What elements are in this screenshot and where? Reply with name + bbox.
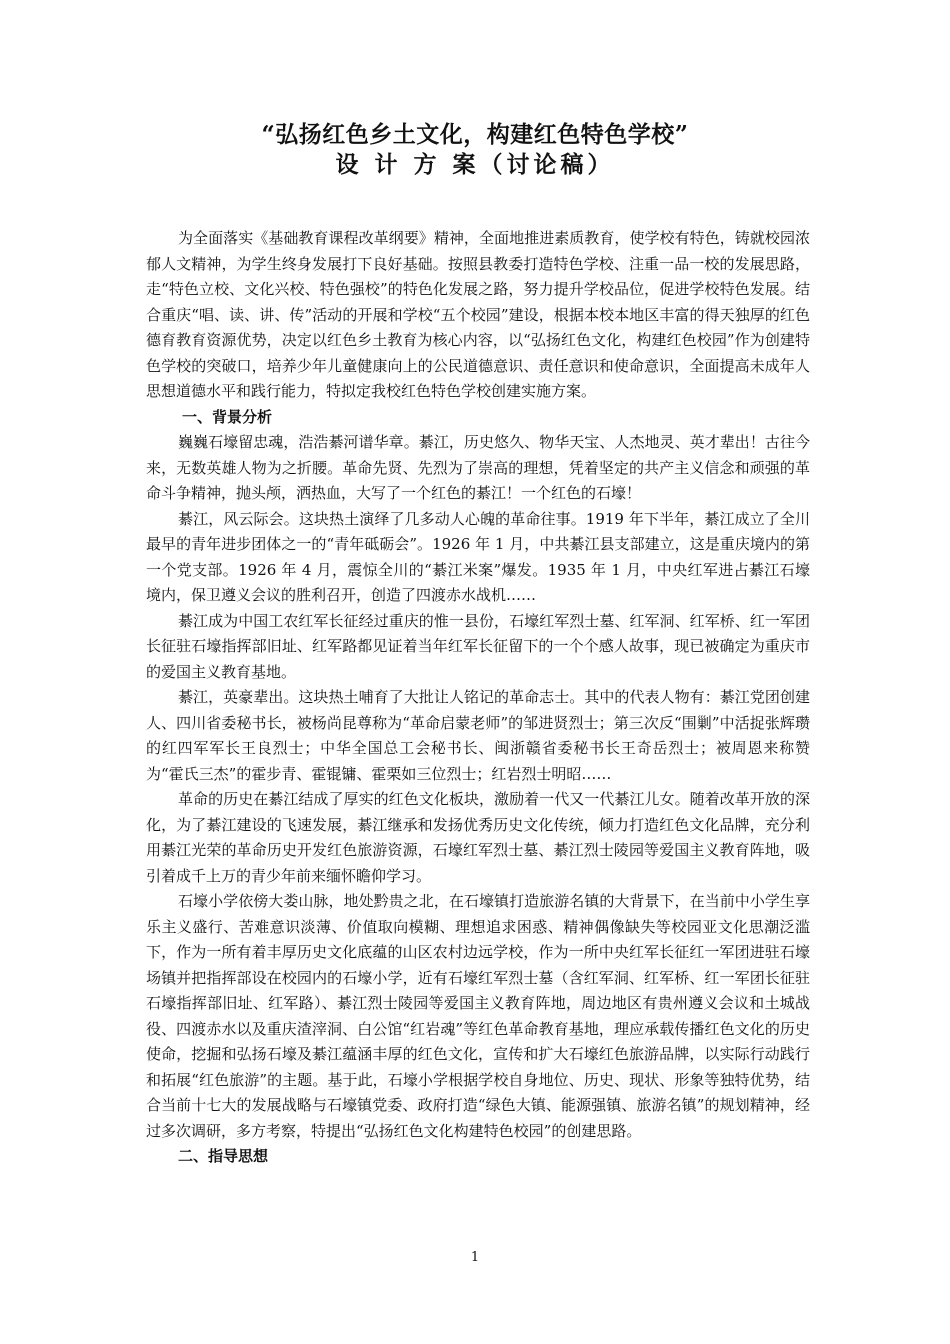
background-paragraph-5: 革命的历史在綦江结成了厚实的红色文化板块，激励着一代又一代綦江儿女。随着改革开放的深化，为了綦江建设的飞速发展，綦江继承和发扬优秀历史文化传统，倾力打造红色文化品牌，充分利用綦江光荣的革命历史开发红色旅游资源，石壕红军烈士墓、綦江烈士陵园等爱国主义教育阵地，吸引着成千上万的青少年前来缅怀瞻仰学习。 — [146, 790, 810, 885]
section-heading-background: 一、背景分析 — [182, 407, 273, 426]
title-subtitle: 设 计 方 案（讨论稿） — [335, 151, 615, 178]
document-title — [0, 120, 950, 180]
background-paragraph-1: 巍巍石壕留忠魂，浩浩綦河谱华章。綦江，历史悠久、物华天宝、人杰地灵、英才辈出！古往今来，无数英雄人物为之折腰。革命先贤、先烈为了崇高的理想，凭着坚定的共产主义信念和顽强的革命斗争精神，抛头颅，洒热血，大写了一个红色的綦江！一个红色的石壕！ — [146, 433, 810, 502]
background-paragraph-3: 綦江成为中国工农红军长征经过重庆的惟一县份，石壕红军烈士墓、红军洞、红军桥、红一军团长征驻石壕指挥部旧址、红军路都见证着当年红军长征留下的一个个感人故事，现已被确定为重庆市的爱国主义教育基地。 — [146, 611, 810, 681]
background-paragraph-4: 綦江，英豪辈出。这块热土哺育了大批让人铭记的革命志士。其中的代表人物有：綦江党团创建人、四川省委秘书长，被杨尚昆尊称为“革命启蒙老师”的邹进贤烈士；第三次反“围剿”中活捉张辉瓒的红四军军长王良烈士；中华全国总工会秘书长、闽浙赣省委秘书长王奇岳烈士；被周恩来称赞为“霍氏三杰”的霍步青、霍锟镛、霍栗如三位烈士；红岩烈士明昭…… — [146, 688, 810, 783]
background-paragraph-6: 石壕小学依傍大娄山脉，地处黔贵之北，在石壕镇打造旅游名镇的大背景下，在当前中小学生享乐主义盛行、苦难意识淡薄、价值取向模糊、理想追求困惑、精神偶像缺失等校园亚文化思潮泛滥下，作为一所有着丰厚历史文化底蕴的山区农村边远学校，作为一所中央红军长征红一军团进驻石壕场镇并把指挥部设在校园内的石壕小学，近有石壕红军烈士墓（含红军洞、红军桥、红一军团长征驻石壕指挥部旧址、红军路）、綦江烈士陵园等爱国主义教育阵地，周边地区有贵州遵义会议和土城战役、四渡赤水以及重庆渣滓洞、白公馆“红岩魂”等红色革命教育基地，理应承载传播红色文化的历史使命，挖掘和弘扬石壕及綦江蕴涵丰厚的红色文化，宣传和扩大石壕红色旅游品牌，以实际行动践行和拓展“红色旅游”的主题。基于此，石壕小学根据学校自身地位、历史、现状、形象等独特优势，结合当前十七大的发展战略与石壕镇党委、政府打造“绿色大镇、能源强镇、旅游名镇”的规划精神，经过多次调研，多方考察，特提出“弘扬红色文化构建特色校园”的创建思路。 — [146, 892, 810, 1140]
title-main: “弘扬红色乡土文化，构建红色特色学校” — [261, 121, 689, 148]
page-number: 1 — [470, 1250, 480, 1265]
section-heading-guiding-ideology: 二、指导思想 — [178, 1147, 269, 1165]
background-paragraph-2: 綦江，风云际会。这块热土演绎了几多动人心魄的革命往事。1919 年下半年，綦江成立了全川最早的青年进步团体之一的“青年砥砺会”。1926 年 1 月，中共綦江县支部建立，这是重庆境内的第一个党支部。1926 年 4 月，震惊全川的“綦江米案”爆发。1935 年 1 月，中央红军进占綦江石壕境内，保卫遵义会议的胜利召开，创造了四渡赤水战机…… — [146, 509, 810, 604]
intro-paragraph: 为全面落实《基础教育课程改革纲要》精神，全面地推进素质教育，使学校有特色，铸就校园浓郁人文精神，为学生终身发展打下良好基础。按照县教委打造特色学校、注重一品一校的发展思路，走“特色立校、文化兴校、特色强校”的特色化发展之路，努力提升学校品位，促进学校特色发展。结合重庆“唱、读、讲、传”活动的开展和学校“五个校园”建设，根据本校本地区丰富的得天独厚的红色德育教育资源优势，决定以红色乡土教育为核心内容，以“弘扬红色文化，构建红色校园”作为创建特色学校的突破口，培养少年儿童健康向上的公民道德意识、责任意识和使命意识，全面提高未成年人思想道德水平和践行能力，特拟定我校红色特色学校创建实施方案。 — [146, 229, 810, 400]
document-body — [146, 226, 810, 1170]
